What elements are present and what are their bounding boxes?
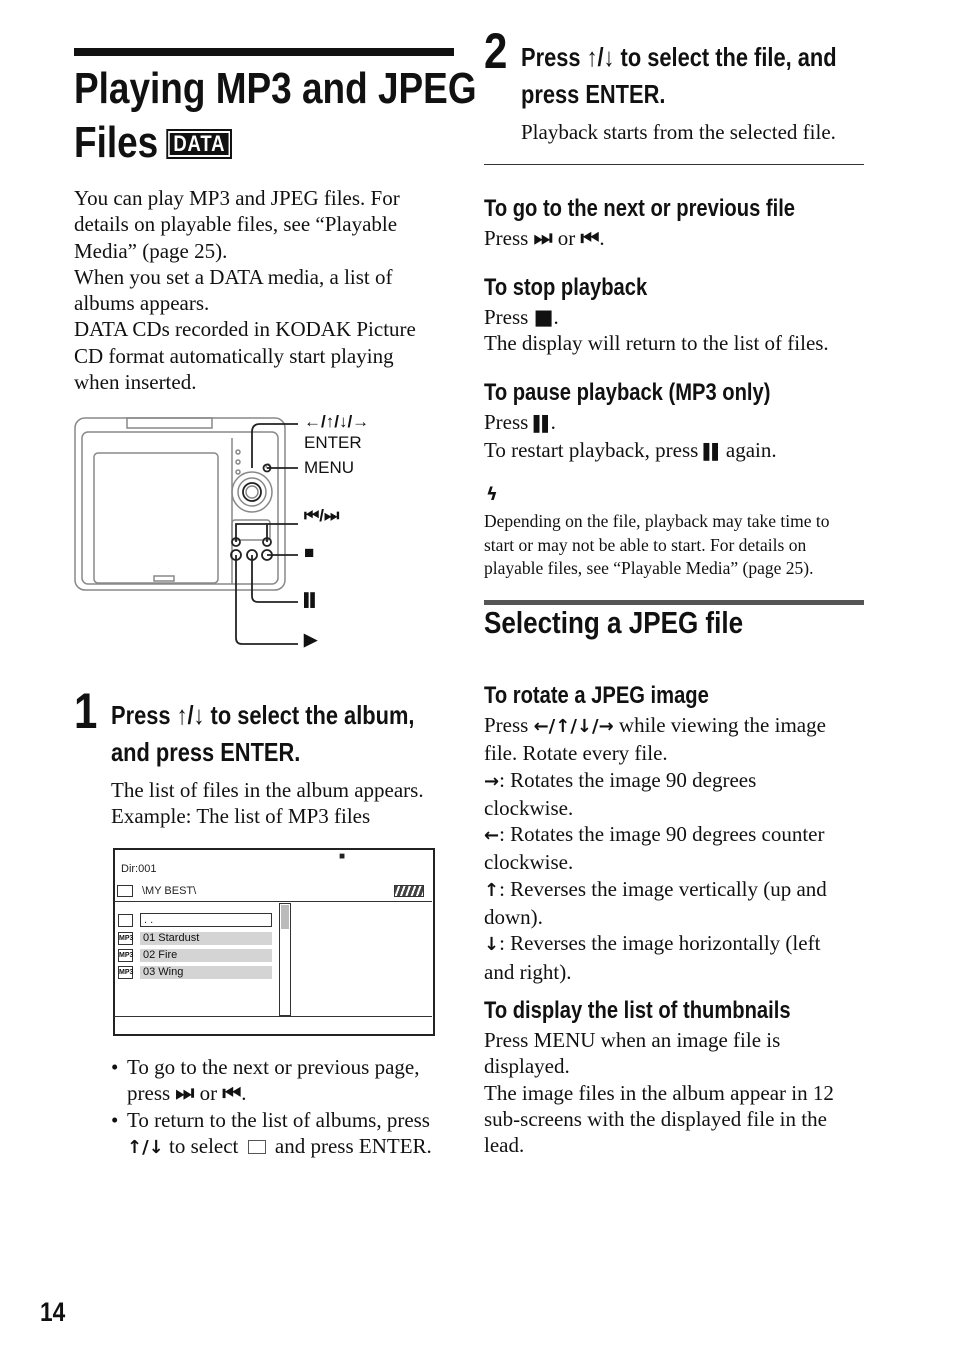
prev-icon: ⏮	[580, 226, 600, 250]
intro-line: DATA CDs recorded in KODAK Picture	[74, 317, 416, 342]
body-text: Press	[484, 305, 529, 329]
step-1-number: 1	[74, 683, 98, 739]
bullet-line	[127, 1133, 456, 1161]
menu-label: MENU	[304, 458, 355, 477]
rotate-line: clockwise.	[484, 850, 574, 875]
bullet-text: press	[127, 1081, 171, 1106]
body-text: or	[557, 226, 576, 250]
step-1-body	[111, 777, 456, 830]
step-1-body-line: The list of files in the album appears.	[111, 778, 424, 802]
thumbnails-line: The image files in the album appear in 12	[484, 1080, 834, 1105]
bullet-text: .	[241, 1081, 247, 1106]
bullet-text: or	[199, 1081, 218, 1106]
rotate-line: clockwise.	[484, 795, 574, 820]
tip-line: Depending on the file, playback may take time to	[484, 511, 830, 531]
play-label: ▶	[304, 630, 318, 649]
page-title-line1: Playing MP3 and JPEG	[74, 64, 477, 113]
prev-icon: ⏮	[222, 1081, 242, 1106]
body-text: : Reverses the image vertically (up and	[499, 876, 827, 901]
pause-icon: ▌▌	[533, 415, 551, 433]
scrollbar[interactable]	[279, 903, 291, 1016]
screen-footer-divider	[114, 1016, 432, 1017]
bullet-return-albums: • To return to the list of albums, press ↑/↓ to select and press ENTER.	[111, 1107, 456, 1162]
body-text: .	[599, 226, 605, 250]
next-icon: ⏭	[533, 226, 553, 250]
step-2-heading-line2: press ENTER.	[521, 79, 666, 109]
body-text: To restart playback, press	[484, 438, 699, 463]
thumbnails-line: displayed.	[484, 1054, 570, 1079]
mp3-file-icon: MP3	[118, 949, 133, 962]
next-prev-body	[484, 225, 605, 251]
rotate-line: down).	[484, 905, 543, 930]
rotate-left-line	[484, 821, 864, 849]
rotate-line: and right).	[484, 959, 572, 984]
body-text: .	[553, 305, 559, 329]
pause-icon: ▌▌	[703, 443, 721, 462]
rotate-heading: To rotate a JPEG image	[484, 682, 709, 709]
page-title-files: Files	[74, 118, 159, 167]
bullet-line: To return to the list of albums, press	[127, 1107, 430, 1132]
data-badge: DATA	[167, 129, 232, 159]
left-arrow-icon: ←	[484, 825, 500, 847]
intro-line: You can play MP3 and JPEG files. For	[74, 186, 400, 210]
enter-label: ENTER	[304, 433, 362, 452]
stop-heading: To stop playback	[484, 274, 648, 301]
path-label: \MY BEST\	[142, 885, 197, 897]
tip-icon: ϟ	[486, 484, 498, 505]
mp3-file-icon: MP3	[118, 932, 133, 945]
step-2-number: 2	[484, 23, 508, 79]
rotate-right-line	[484, 767, 864, 795]
file-row[interactable]: 03 Wing	[140, 966, 272, 979]
up-down-arrows-icon: ↑/↓	[127, 1136, 164, 1158]
folder-icon	[117, 885, 133, 897]
scrollbar-thumb[interactable]	[281, 905, 289, 929]
next-icon: ⏭	[175, 1081, 195, 1106]
body-text: : Rotates the image 90 degrees counter	[499, 822, 825, 847]
page-title	[74, 62, 477, 170]
rotate-line	[484, 712, 864, 740]
file-row[interactable]: 02 Fire	[140, 949, 272, 962]
thumbnails-line: Press MENU when an image file is	[484, 1028, 781, 1052]
bullet-line	[127, 1080, 456, 1106]
title-top-rule	[74, 48, 454, 56]
thumbnails-heading: To display the list of thumbnails	[484, 997, 791, 1024]
bullet-next-prev-page: • To go to the next or previous page, press ⏭ or ⏮.	[111, 1054, 456, 1107]
parent-folder-icon	[248, 1140, 266, 1154]
step-2-heading	[521, 39, 837, 113]
arrows-icon: ←/↑/↓/→	[533, 716, 614, 737]
right-arrow-icon: →	[484, 770, 500, 792]
body-text: Press	[484, 410, 529, 434]
body-text: : Reverses the image horizontally (left	[499, 931, 821, 956]
stop-icon: ■	[533, 305, 554, 329]
pause-body	[484, 409, 777, 466]
step-1-bullets	[111, 1054, 456, 1161]
stop-indicator-icon: ■	[339, 851, 346, 862]
pause-line	[484, 409, 777, 437]
step-1-heading	[111, 697, 414, 771]
tip-line: playable files, see “Playable Media” (page 25).	[484, 558, 814, 578]
mp3-file-icon: MP3	[118, 966, 133, 979]
file-row[interactable]: 01 Stardust	[140, 932, 272, 945]
page-title-line2	[74, 116, 477, 170]
prev-next-label: ⏮/⏭	[304, 506, 340, 525]
intro-line: details on playable files, see “Playable	[74, 212, 398, 237]
rotate-line: file. Rotate every file.	[484, 741, 668, 766]
step-2-body: Playback starts from the selected file.	[521, 120, 836, 144]
intro-text	[74, 185, 454, 395]
bullet-text: to select	[169, 1133, 239, 1158]
page-number: 14	[40, 1297, 66, 1327]
pause-restart-line	[484, 437, 777, 465]
body-text: Press	[484, 713, 529, 737]
step-1-heading-line2: and press ENTER.	[111, 737, 301, 767]
parent-folder-icon	[118, 914, 133, 927]
dir-label: Dir:001	[121, 863, 157, 875]
step-2-rule	[484, 164, 864, 165]
bullet-text: and press ENTER.	[274, 1133, 432, 1158]
body-text: .	[550, 410, 556, 434]
body-text: again.	[725, 438, 777, 463]
down-arrow-icon: ↓	[484, 934, 500, 956]
step-2-heading-line1: Press ↑/↓ to select the file, and	[521, 42, 837, 72]
intro-line: when inserted.	[74, 370, 197, 395]
tip-text	[484, 510, 830, 581]
thumbnails-line: lead.	[484, 1133, 525, 1158]
tip-line: start or may not be able to start. For details on	[484, 534, 807, 555]
intro-line: Media” (page 25).	[74, 238, 228, 263]
intro-line: CD format automatically start playing	[74, 343, 394, 368]
body-text: : Rotates the image 90 degrees	[499, 767, 757, 792]
stop-label: ■	[304, 543, 315, 562]
step-1-heading-line1: Press ↑/↓ to select the album,	[111, 700, 415, 730]
thumbnails-body	[484, 1027, 834, 1158]
next-prev-heading: To go to the next or previous file	[484, 195, 796, 222]
thumbnails-line: sub-screens with the displayed file in the	[484, 1106, 827, 1131]
jpeg-section-title: Selecting a JPEG file	[484, 605, 744, 640]
body-text: while viewing the image	[618, 713, 826, 737]
stop-line	[484, 304, 829, 330]
intro-line: albums appears.	[74, 291, 210, 316]
bullet-line: To go to the next or previous page,	[127, 1055, 420, 1079]
up-arrow-icon: ↑	[484, 879, 500, 901]
intro-line: When you set a DATA media, a list of	[74, 264, 393, 289]
pause-label: ▌▌	[304, 592, 317, 607]
step-1-body-line: Example: The list of MP3 files	[111, 804, 371, 829]
pause-heading: To pause playback (MP3 only)	[484, 379, 771, 406]
battery-icon	[394, 885, 424, 897]
arrows-label: ←/↑/↓/→	[304, 412, 370, 431]
rotate-body	[484, 712, 864, 985]
stop-body	[484, 304, 829, 357]
body-text: Press	[484, 226, 529, 250]
rotate-up-line	[484, 876, 864, 904]
stop-note: The display will return to the list of files.	[484, 331, 829, 356]
screen-divider	[114, 901, 432, 902]
rotate-down-line	[484, 930, 864, 958]
parent-entry[interactable]: . .	[140, 913, 272, 927]
